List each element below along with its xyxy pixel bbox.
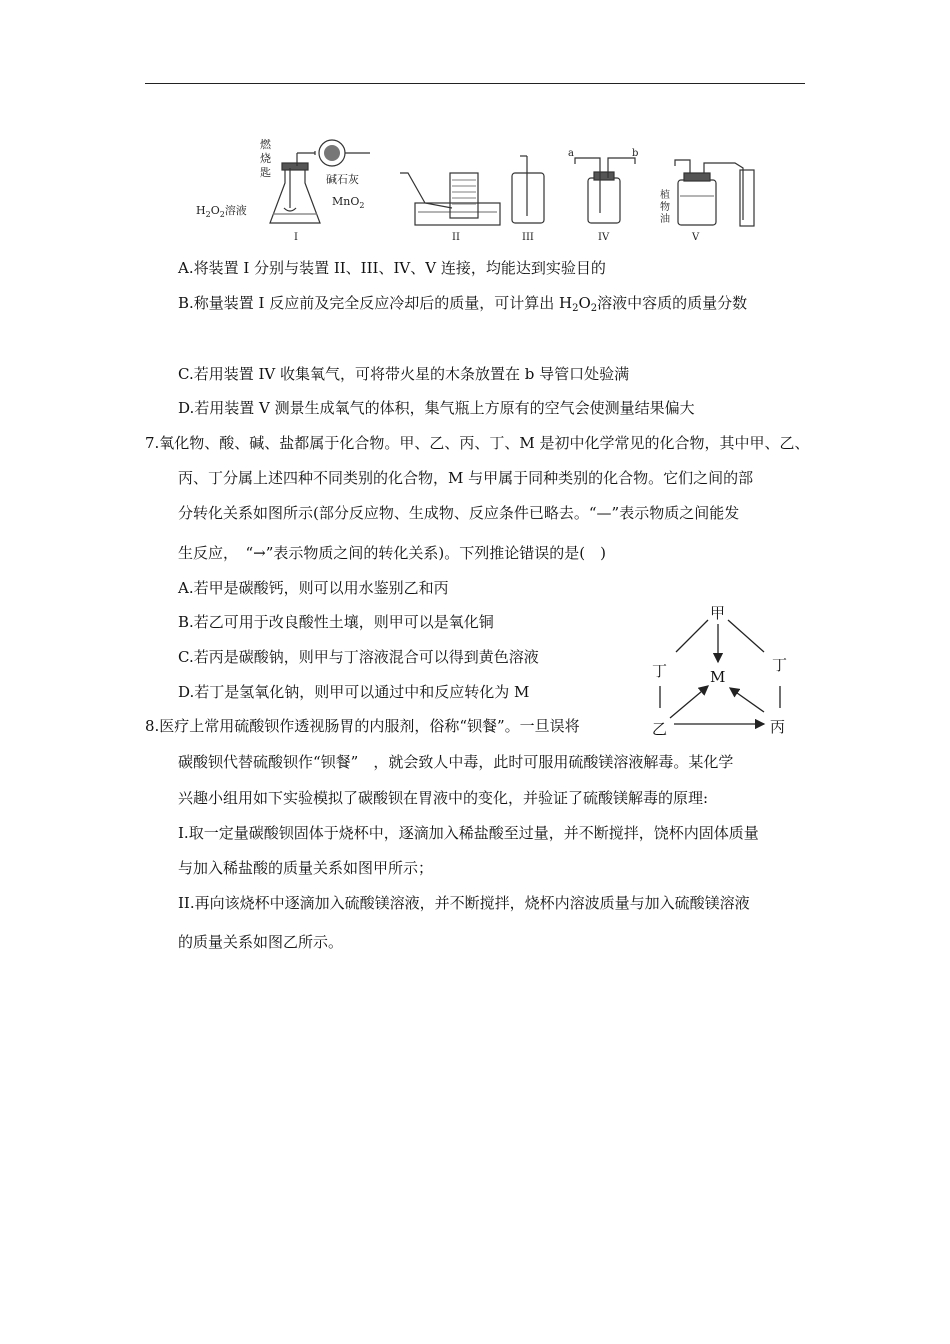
q8-step-2-line-2: 的质量关系如图乙所示。: [178, 933, 344, 951]
q7-stem-line-1: 7.氧化物、酸、碱、盐都属于化合物。甲、乙、丙、丁、M 是初中化学常见的化合物，其中甲、乙、: [145, 434, 810, 452]
apparatus-figure: [190, 128, 770, 243]
q7-stem-line-2: 丙、丁分属上述四种不同类别的化合物，M 与甲属于同种类别的化合物。它们之间的部: [178, 469, 754, 487]
q7-stem-line-3: 分转化关系如图所示(部分反应物、生成物、反应条件已略去。“—”表示物质之间能发: [178, 504, 740, 522]
label-mno2: MnO$_2$: [332, 195, 365, 210]
diagram-node-bottom-right: 丙: [770, 718, 786, 736]
q7-stem-line-4: 生反应， “→”表示物质之间的转化关系)。下列推论错误的是( ): [178, 544, 606, 562]
label-port-b: b: [632, 148, 639, 159]
header-rule: [145, 83, 805, 84]
q8-step-2-line-1: II.再向该烧杯中逐滴加入硫酸镁溶液，并不断搅拌，烧杯内溶波质量与加入硫酸镁溶液: [178, 894, 750, 912]
diagram-node-center: M: [710, 668, 726, 686]
numeral-ii: II: [452, 232, 460, 243]
q8-step-1-line-1: I.取一定量碳酸钡固体于烧杯中，逐滴加入稀盐酸至过量，并不断搅拌，饶杯内固体质量: [178, 824, 759, 842]
diagram-node-right-upper: 丁: [772, 656, 788, 674]
label-burning-spoon-1: 燃: [260, 138, 271, 151]
q8-step-1-line-2: 与加入稀盐酸的质量关系如图甲所示；: [178, 859, 434, 877]
q8-stem-line-1: 8.医疗上常用硫酸钡作透视肠胃的内服剂，俗称“钡餐”。一旦误将: [145, 717, 580, 735]
diagram-node-bottom-left: 乙: [652, 720, 668, 738]
label-veg-oil-2: 物: [660, 202, 670, 213]
q8-stem-line-3: 兴趣小组用如下实验模拟了碳酸钡在胃液中的变化，并验证了硫酸镁解毒的原理:: [178, 789, 709, 807]
diagram-node-top: 甲: [710, 604, 726, 622]
q6-option-d: D.若用装置 V 测景生成氧气的体积，集气瓶上方原有的空气会使测量结果偏大: [178, 399, 695, 417]
numeral-iv: IV: [598, 232, 610, 243]
numeral-i: I: [294, 232, 298, 243]
q7-option-a: A.若甲是碳酸钙，则可以用水鉴别乙和丙: [178, 579, 449, 597]
q6-option-b: B.称量装置 I 反应前及完全反应冷却后的质量，可计算出 $H_2O_2$溶液中容质的质量分数: [178, 294, 748, 314]
q7-option-b: B.若乙可用于改良酸性土壤，则甲可以是氧化铜: [178, 613, 494, 631]
label-port-a: a: [568, 148, 574, 159]
label-h2o2-solution: $H_2O_2$溶液: [196, 204, 247, 219]
diagram-node-left-upper: 丁: [652, 662, 668, 680]
q7-relation-diagram: [640, 600, 800, 740]
q6-option-a: A.将装置 I 分别与装置 II、III、IV、V 连接，均能达到实验目的: [178, 259, 606, 277]
q8-stem-line-2: 碳酸钡代替硫酸钡作“钡餐” ，就会致人中毒，此时可服用硫酸镁溶液解毒。某化学: [178, 753, 734, 771]
label-veg-oil-1: 植: [660, 190, 670, 201]
numeral-iii: III: [522, 232, 534, 243]
numeral-v: V: [692, 232, 700, 243]
label-burning-spoon-2: 烧: [260, 152, 271, 165]
label-soda-lime: 碱石灰: [326, 173, 359, 186]
q6-option-c: C.若用装置 IV 收集氧气，可将带火星的木条放置在 b 导管口处验满: [178, 365, 630, 383]
q7-option-d: D.若丁是氢氧化钠，则甲可以通过中和反应转化为 M: [178, 683, 530, 701]
q7-option-c: C.若丙是碳酸钠，则甲与丁溶液混合可以得到黄色溶液: [178, 648, 539, 666]
label-burning-spoon-3: 匙: [260, 166, 271, 179]
label-veg-oil-3: 油: [660, 214, 670, 225]
